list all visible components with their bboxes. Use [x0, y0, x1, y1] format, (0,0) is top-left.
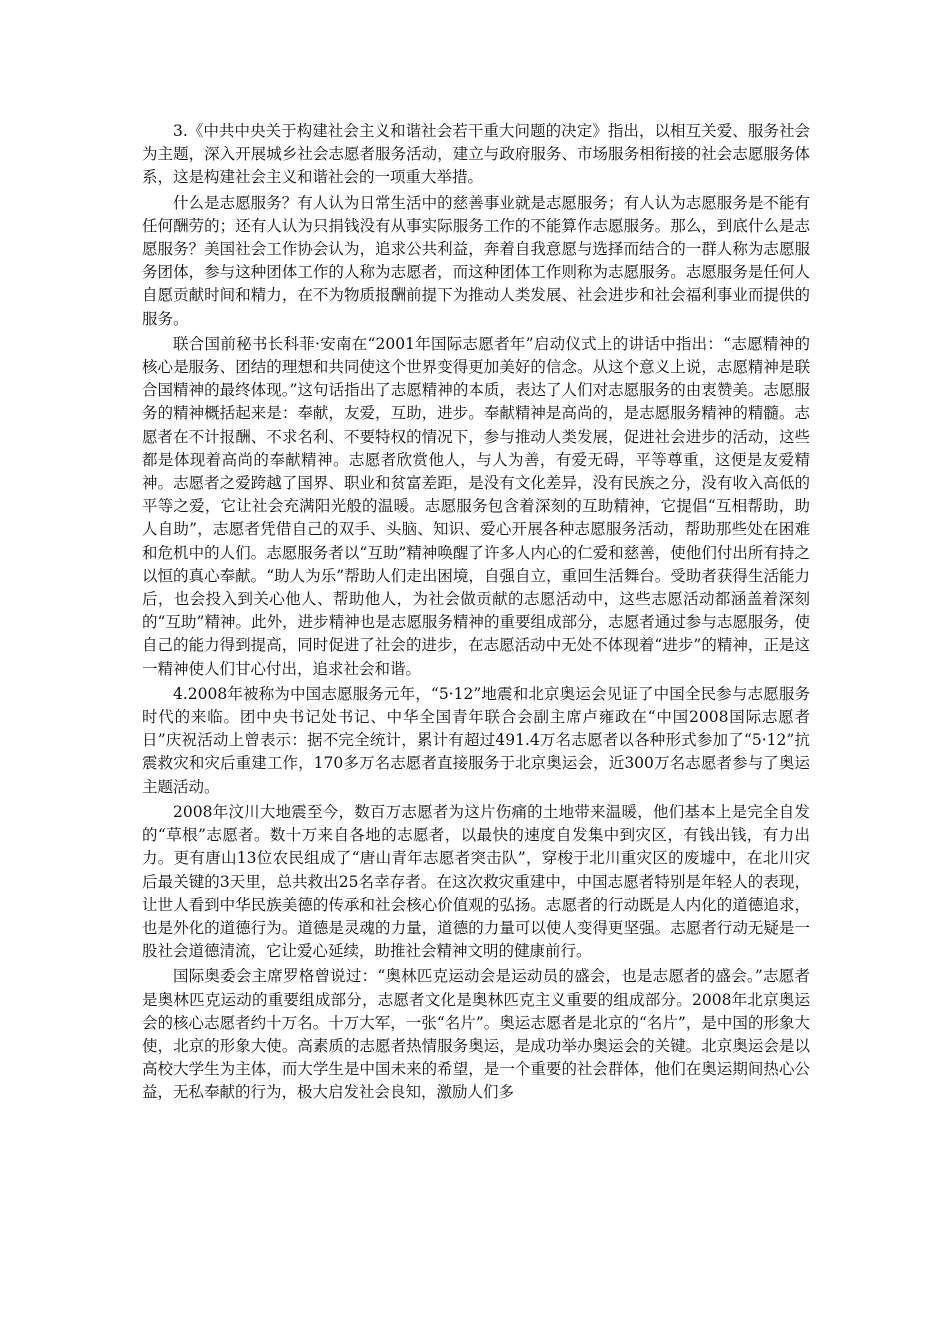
paragraph-olympic-volunteers: 国际奥委会主席罗格曾说过：“奥林匹克运动会是运动员的盛会，也是志愿者的盛会。”志愿者是奥林匹克运动的重要组成部分，志愿者文化是奥林匹克主义重要的组成部分。2008年北京奥运会的核心志愿者约十万名。十万大军，一张“名片”。奥运志愿者是北京的“名片”，是中国的形象大使，北京的形象大使。高素质的志愿者热情服务奥运，是成功举办奥运会的关键。北京奥运会是以高校大学生为主体，而大学生是中国未来的希望，是一个重要的社会群体，他们在奥运期间热心公益，无私奉献的行为，极大启发社会良知，激励人们多 [142, 967, 810, 1102]
paragraph-2008-volunteer-year: 4.2008年被称为中国志愿服务元年，“5·12”地震和北京奥运会见证了中国全民参与志愿服务时代的来临。团中央书记处书记、中华全国青年联合会副主席卢雍政在“中国2008国际志愿者日”庆祝活动上曾表示：据不完全统计，累计有超过491.4万名志愿者以各种形式参加了“5·12”抗震救灾和灾后重建工作，170多万名志愿者直接服务于北京奥运会，近300万名志愿者参与了奥运主题活动。 [142, 684, 810, 796]
document-body [142, 120, 810, 1107]
paragraph-harmonious-society-decision: 3.《中共中央关于构建社会主义和谐社会若干重大问题的决定》指出，以相互关爱、服务社会为主题，深入开展城乡社会志愿者服务活动，建立与政府服务、市场服务相衔接的社会志愿服务体系，这是构建社会主义和谐社会的一项重大举措。 [142, 122, 810, 187]
paragraph-volunteer-spirit: 联合国前秘书长科菲·安南在“2001年国际志愿者年”启动仪式上的讲话中指出：“志愿精神的核心是服务、团结的理想和共同使这个世界变得更加美好的信念。从这个意义上说，志愿精神是联合国精神的最终体现。”这句话指出了志愿精神的本质，表达了人们对志愿服务的由衷赞美。志愿服务的精神概括起来是：奉献，友爱，互助，进步。奉献精神是高尚的，是志愿服务精神的精髓。志愿者在不计报酬、不求名利、不要特权的情况下，参与推动人类发展，促进社会进步的活动，这些都是体现着高尚的奉献精神。志愿者欣赏他人，与人为善，有爱无碍，平等尊重，这便是友爱精神。志愿者之爱跨越了国界、职业和贫富差距，是没有文化差异，没有民族之分，没有收入高低的平等之爱，它让社会充满阳光般的温暖。志愿服务包含着深刻的互助精神，它提倡“互相帮助，助人自助”，志愿者凭借自己的双手、头脑、知识、爱心开展各种志愿服务活动，帮助那些处在困难和危机中的人们。志愿服务者以“互助”精神唤醒了许多人内心的仁爱和慈善，使他们付出所有持之以恒的真心奉献。“助人为乐”帮助人们走出困境，自强自立，重回生活舞台。受助者获得生活能力后，也会投入到关心他人、帮助他人，为社会做贡献的志愿活动中，这些志愿活动都涵盖着深刻的“互助”精神。此外，进步精神也是志愿服务精神的重要组成部分，志愿者通过参与志愿服务，使自己的能力得到提高，同时促进了社会的进步，在志愿活动中无处不体现着“进步”的精神，正是这一精神使人们甘心付出，追求社会和谐。 [142, 334, 810, 678]
paragraph-wenchuan-earthquake: 2008年汶川大地震至今，数百万志愿者为这片伤痛的土地带来温暖，他们基本上是完全自发的“草根”志愿者。数十万来自各地的志愿者，以最快的速度自发集中到灾区，有钱出钱，有力出力。更有唐山13位农民组成了“唐山青年志愿者突击队”，穿梭于北川重灾区的废墟中，在北川灾后最关键的3天里，总共救出25名幸存者。在这次救灾重建中，中国志愿者特别是年轻人的表现，让世人看到中华民族美德的传承和社会核心价值观的弘扬。志愿者的行动既是人内化的道德追求，也是外化的道德行为。道德是灵魂的力量，道德的力量可以使人变得更坚强。志愿者行动无疑是一股社会道德清流，它让爱心延续，助推社会精神文明的健康前行。 [142, 802, 810, 961]
paragraph-what-is-volunteer-service: 什么是志愿服务？有人认为日常生活中的慈善事业就是志愿服务；有人认为志愿服务是不能有任何酬劳的；还有人认为只捐钱没有从事实际服务工作的不能算作志愿服务。那么，到底什么是志愿服务？美国社会工作协会认为，追求公共利益，奔着自我意愿与选择而结合的一群人称为志愿服务团体，参与这种团体工作的人称为志愿者，而这种团体工作则称为志愿服务。志愿服务是任何人自愿贡献时间和精力，在不为物质报酬前提下为推动人类发展、社会进步和社会福利事业而提供的服务。 [142, 193, 810, 328]
